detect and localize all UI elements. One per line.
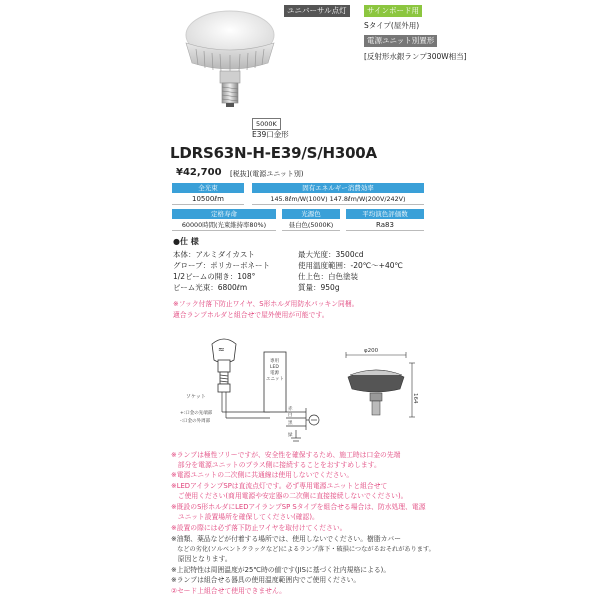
wire-color-black: 黒 [288,421,293,426]
spec-item: 1/2ビームの開き：108° [173,272,256,281]
spec-header-light-color: 光源色 [282,209,340,219]
power-unit-tag: 電源ユニット別置形 [364,35,437,47]
spec-value-efficiency: 145.8ℓm/W(100V) 147.8ℓm/W(200V/242V) [252,194,424,205]
spec-item: 本体：アルミダイカスト [173,250,255,259]
model-number: LDRS63N-H-E39/S/H300A [170,144,377,162]
spec-item: 使用温度範囲：-20℃〜+40℃ [298,261,403,270]
note-line: ※ランプは極性フリーですが、安全性を確保するため、施工時は口金の先端 [171,451,401,459]
wire-color-green: 緑 [288,433,293,438]
price: ¥42,700 [176,167,222,178]
spec-item: 最大光度：3500cd [298,250,364,259]
note-line: ②セード上組合せて使用できません。 [171,587,286,595]
spec-list-title: ●仕 様 [173,237,199,246]
wire-color-red: 赤 [288,407,293,412]
spec-value-light-color: 昼白色(5000K) [282,220,340,231]
spec-header-efficiency: 固有エネルギー消費効率 [252,183,424,193]
spec-header-luminous-flux: 全光束 [172,183,244,193]
spec-header-rated-life: 定格寿命 [172,209,276,219]
color-temp-badge: 5000K [252,118,281,130]
signboard-tag: サインボード用 [364,5,422,17]
note-line: などの劣化(ソルベントクラックなど)によるランプ落下・破損につながるおそれがあります。 [171,546,435,553]
price-note: [税抜](電源ユニット別) [230,170,304,178]
note-line: ※LEDアイランプSPは直流点灯です。必ず専用電源ユニットと組合せて [171,482,388,490]
universal-lighting-tag: ユニバーサル点灯 [284,5,350,17]
spec-value-luminous-flux: 10500ℓm [172,194,244,205]
note-line: ※電源ユニットの二次側に共通線は使用しないでください。 [171,471,354,479]
unit-label: LED [270,365,279,370]
remark-accessories: ※フック付落下防止ワイヤ、S形ホルダ用防水パッキン同梱。 [173,300,359,308]
wire-color-white: 白 [288,413,293,418]
lamp-sketch [212,339,236,392]
note-line: 部分を電源ユニットのプラス側に接続することをおすすめします。 [171,461,381,469]
base-type-label: E39口金形 [252,130,289,139]
diameter-label: φ200 [364,348,379,354]
spec-item: 質量：950g [298,283,340,292]
spec-list-right [298,249,403,293]
spec-value-rated-life: 60000時間(光束維持率80%) [172,220,276,231]
spec-item: ビーム光束：6800ℓm [173,283,248,292]
dimension-drawing [340,345,420,425]
spec-item: グローブ：ポリカーボネート [173,261,271,270]
spec-value-cri: Ra83 [346,220,424,231]
s-type-label: Sタイプ(屋外用) [364,21,420,30]
note-line: ※設置の際には必ず落下防止ワイヤを取付けてください。 [171,524,347,532]
equivalent-label: [反射形水銀ランプ300W相当] [364,52,467,61]
socket-label: ソケット [186,394,206,400]
unit-label: 専用 [270,359,279,364]
wiring-diagram [178,330,338,448]
unit-label: ユニット [266,377,284,382]
note-line: ユニット設置場所を確保してください(確認)。 [171,513,319,521]
note-line: ※ランプは組合せる器具の使用温度範囲内でご使用ください。 [171,576,361,584]
note-line: ご使用ください(商用電源や安定器の二次側に直接接続しないでください)。 [171,492,408,500]
spec-item: 仕上色：白色塗装 [298,272,358,281]
spec-list-left [173,249,270,293]
remark-outdoor-use: 適合ランプホルダと組合せで屋外使用が可能です。 [173,311,329,319]
plus-terminal-label: +:口金の先端部 [180,411,213,416]
svg-text:≈: ≈ [218,345,225,354]
note-line: ※上記特性は周囲温度が25℃時の値です(JISに基づく社内規格による)。 [171,566,391,574]
lamp-photo [180,5,280,110]
note-line: 原因となります。 [171,555,232,563]
unit-label: 電源 [270,371,279,376]
minus-terminal-label: -:口金の外周部 [180,419,211,424]
note-line: ※油類、薬品などが付着する場所では、使用しないでください。樹脂カバー [171,535,401,543]
spec-header-cri: 平均演色評価数 [346,209,424,219]
height-label: 164 [412,393,418,404]
note-line: ※既設のS形ホルダにLEDアイランプSP Sタイプを組合せる場合は、防水処理、電源 [171,503,426,511]
